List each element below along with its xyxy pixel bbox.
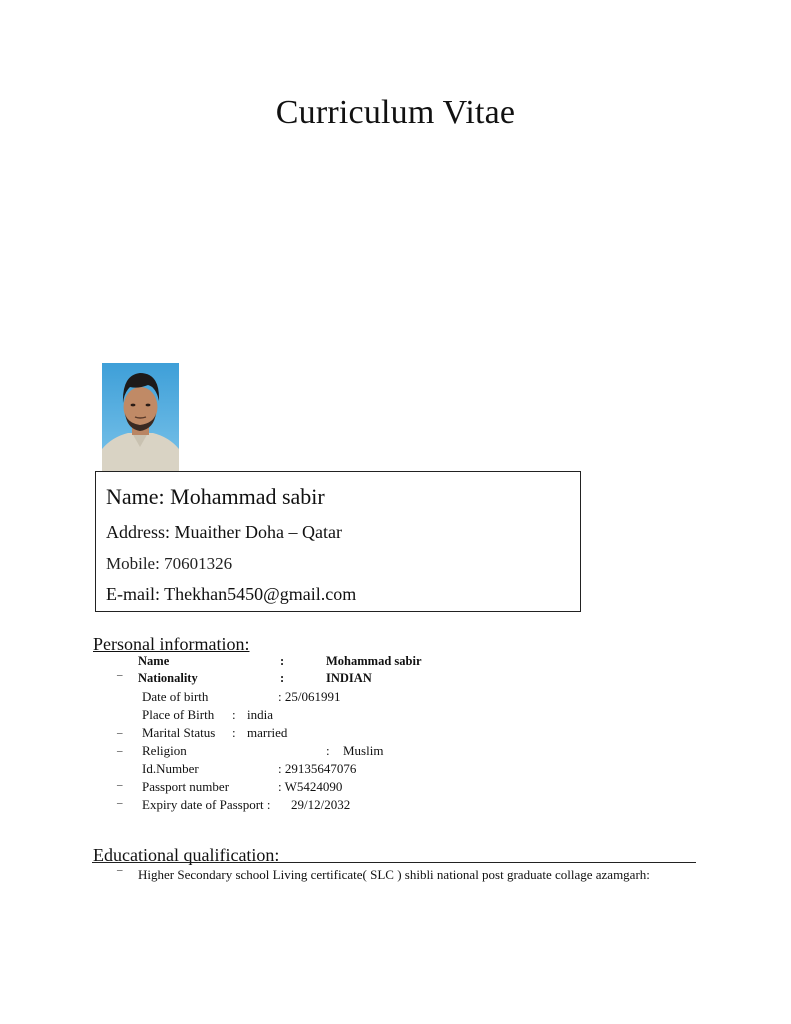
field-label: Expiry date of Passport :	[142, 797, 271, 812]
bullet-dash-icon: –	[117, 669, 123, 681]
field-value: Muslim	[343, 743, 384, 758]
contact-box	[95, 471, 581, 612]
field-label: Place of Birth	[142, 707, 215, 722]
field-separator: :	[232, 707, 236, 722]
field-separator: :	[232, 725, 236, 740]
bullet-dash-icon: –	[117, 745, 123, 757]
field-label: Name	[138, 654, 170, 668]
field-label: Date of birth	[142, 689, 209, 704]
person-portrait-icon	[102, 363, 179, 472]
bullet-dash-icon: –	[117, 727, 123, 739]
contact-mobile: Mobile: 70601326	[106, 554, 233, 573]
field-value: married	[247, 725, 288, 740]
field-value: : W5424090	[278, 779, 343, 794]
field-label: Passport number	[142, 779, 230, 794]
field-separator: :	[326, 743, 330, 758]
field-separator: :	[280, 671, 285, 685]
field-value: 29/12/2032	[291, 797, 351, 812]
contact-name: Name: Mohammad sabir	[106, 484, 325, 509]
bullet-dash-icon: –	[117, 797, 123, 809]
field-value: INDIAN	[326, 671, 372, 685]
bullet-dash-icon: –	[117, 779, 123, 791]
education-heading: Educational qualification:	[93, 845, 280, 865]
bullet-dash-icon: –	[117, 864, 123, 876]
field-value: Mohammad sabir	[326, 654, 422, 668]
field-value: : 29135647076	[278, 761, 357, 776]
field-label: Marital Status	[142, 725, 216, 740]
contact-email: E-mail: Thekhan5450@gmail.com	[106, 584, 357, 604]
contact-address: Address: Muaither Doha – Qatar	[106, 522, 342, 542]
field-label: Nationality	[138, 671, 198, 685]
field-label: Religion	[142, 743, 187, 758]
section-divider	[92, 862, 696, 863]
personal-info-heading: Personal information:	[93, 634, 250, 654]
profile-photo	[102, 363, 179, 472]
document-title: Curriculum Vitae	[275, 94, 516, 131]
field-value: india	[247, 707, 273, 722]
field-separator: :	[280, 654, 285, 668]
education-item: Higher Secondary school Living certificate( SLC ) shibli national post graduate collage azamgarh:	[138, 867, 650, 882]
field-label: Id.Number	[142, 761, 199, 776]
field-value: : 25/061991	[278, 689, 341, 704]
